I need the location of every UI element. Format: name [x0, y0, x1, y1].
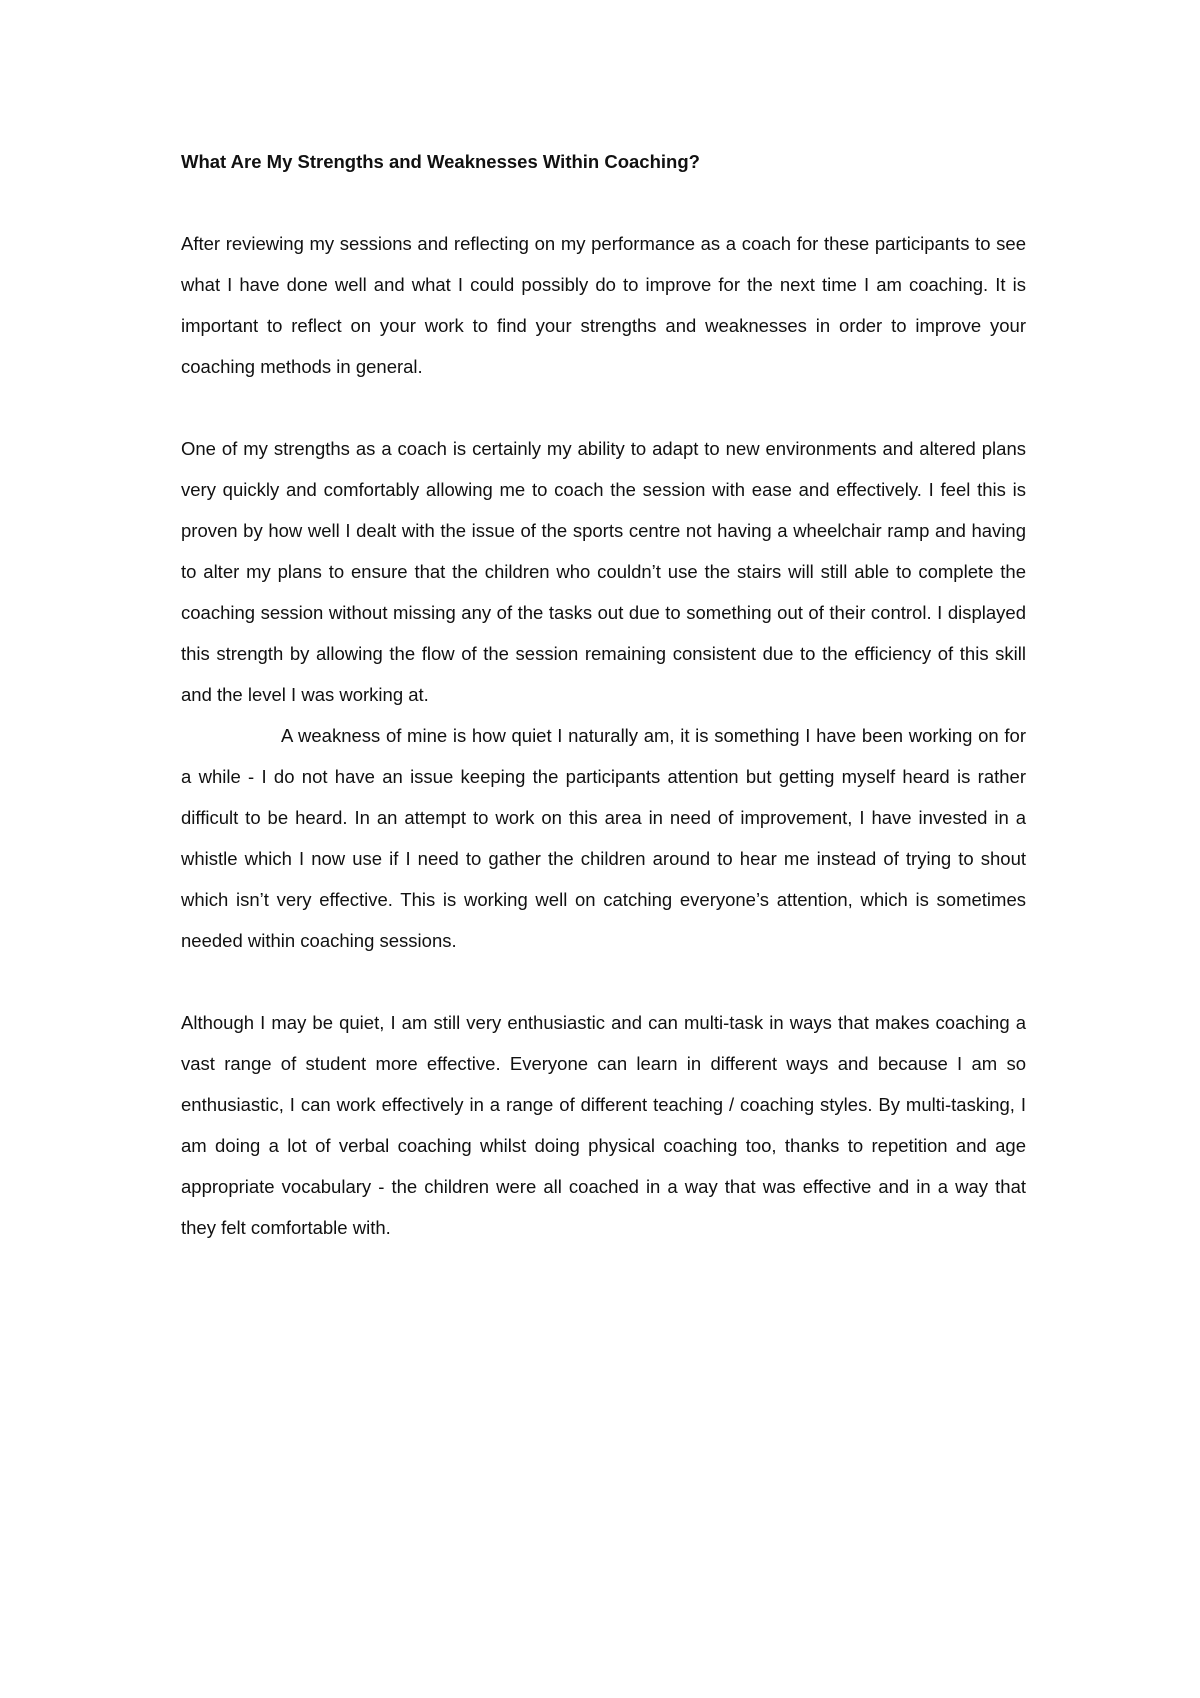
- document-title: What Are My Strengths and Weaknesses Within Coaching?: [181, 151, 700, 172]
- paragraph-weakness: A weakness of mine is how quiet I naturally am, it is something I have been working on for a while - I do not have an issue keeping the participants attention but getting myself heard is rather difficult to be heard. In an attempt to work on this area in need of improvement, I have invested in a whistle which I now use if I need to gather the children around to hear me instead of trying to shout which isn’t very effective. This is working well on catching everyone’s attention, which is sometimes needed within coaching sessions.: [181, 725, 1026, 951]
- paragraph-intro: After reviewing my sessions and reflecting on my performance as a coach for these participants to see what I have done well and what I could possibly do to improve for the next time I am coaching. It is important to reflect on your work to find your strengths and weaknesses in order to improve your coaching methods in general.: [181, 233, 1026, 377]
- document-body: [181, 141, 1026, 1248]
- paragraph-strength: One of my strengths as a coach is certainly my ability to adapt to new environments and altered plans very quickly and comfortably allowing me to coach the session with ease and effectively. I feel this is proven by how well I dealt with the issue of the sports centre not having a wheelchair ramp and having to alter my plans to ensure that the children who couldn’t use the stairs will still able to complete the coaching session without missing any of the tasks out due to something out of their control. I displayed this strength by allowing the flow of the session remaining consistent due to the efficiency of this skill and the level I was working at.: [181, 438, 1026, 705]
- paragraph-enthusiasm: Although I may be quiet, I am still very enthusiastic and can multi-task in ways that makes coaching a vast range of student more effective. Everyone can learn in different ways and because I am so enthusiastic, I can work effectively in a range of different teaching / coaching styles. By multi-tasking, I am doing a lot of verbal coaching whilst doing physical coaching too, thanks to repetition and age appropriate vocabulary - the children were all coached in a way that was effective and in a way that they felt comfortable with.: [181, 1012, 1026, 1238]
